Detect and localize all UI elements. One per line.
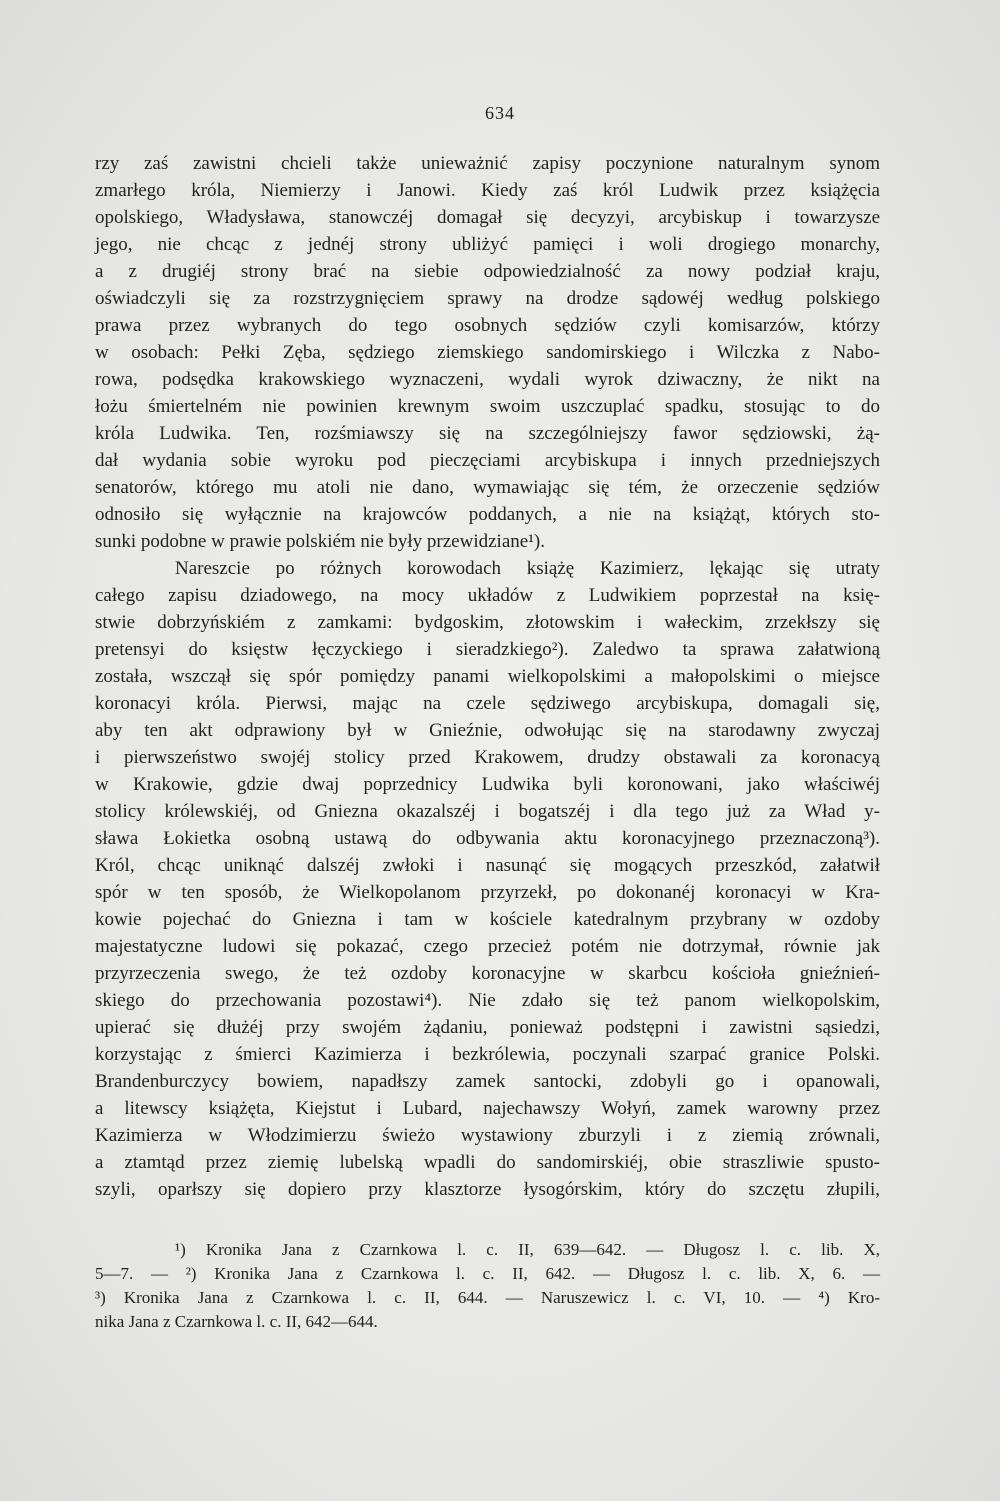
- text-line: spór w ten sposób, że Wielkopolanom przyrzekł, po dokonanéj koronacyi w Kra-: [95, 882, 880, 903]
- text-line: jego, nie chcąc z jednéj strony ubliżyć pamięci i woli drogiego monarchy,: [95, 234, 880, 255]
- main-text: [95, 150, 880, 1203]
- text-line: a litewscy książęta, Kiejstut i Lubard, najechawszy Wołyń, zamek warowny przez: [95, 1098, 880, 1119]
- footnote-line: 5—7. — ²) Kronika Jana z Czarnkowa l. c. II, 642. — Długosz l. c. lib. X, 6. —: [95, 1264, 880, 1283]
- paragraph-end-line: sunki podobne w prawie polskiém nie były przewidziane¹).: [95, 531, 545, 552]
- text-line: całego zapisu dziadowego, na mocy układów z Ludwikiem poprzestał na księ-: [95, 585, 880, 606]
- text-line: dał wydania sobie wyroku pod pieczęciami arcybiskupa i innych przedniejszych: [95, 450, 880, 471]
- text-line: majestatyczne ludowi się pokazać, czego przecież potém nie dotrzymał, równie jak: [95, 936, 880, 957]
- text-line: króla Ludwika. Ten, rozśmiawszy się na szczególniejszy fawor sędziowski, żą-: [95, 423, 880, 444]
- text-line: stwie dobrzyńskiém z zamkami: bydgoskim, złotowskim i wałeckim, zrzekłszy się: [95, 612, 880, 633]
- text-line: w Krakowie, gdzie dwaj poprzednicy Ludwika byli koronowani, jako właściwéj: [95, 774, 880, 795]
- text-line: i pierwszeństwo swojéj stolicy przed Krakowem, drudzy obstawali za koronacyą: [95, 747, 880, 768]
- text-line: koronacyi króla. Pierwsi, mając na czele sędziwego arcybiskupa, domagali się,: [95, 693, 880, 714]
- text-line: skiego do przechowania pozostawi⁴). Nie zdało się też panom wielkopolskim,: [95, 990, 880, 1011]
- text-line: opolskiego, Władysława, stanowczéj domagał się decyzyi, arcybiskup i towarzysze: [95, 207, 880, 228]
- footnotes: [95, 1238, 880, 1334]
- text-line: w osobach: Pełki Zęba, sędziego ziemskiego sandomirskiego i Wilczka z Nabo-: [95, 342, 880, 363]
- text-line: Król, chcąc uniknąć dalszéj zwłoki i nasunąć się mogących przeszkód, załatwił: [95, 855, 880, 876]
- footnote-line: ³) Kronika Jana z Czarnkowa l. c. II, 644. — Naruszewicz l. c. VI, 10. — ⁴) Kro-: [95, 1288, 880, 1307]
- text-line: aby ten akt odprawiony był w Gnieźnie, odwołując się na starodawny zwyczaj: [95, 720, 880, 741]
- paragraph-start-line: Nareszcie po różnych korowodach książę Kazimierz, lękając się utraty: [175, 558, 880, 579]
- text-line: zmarłego króla, Niemierzy i Janowi. Kiedy zaś król Ludwik przez książęcia: [95, 180, 880, 201]
- text-line: przyrzeczenia swego, że też ozdoby koronacyjne w skarbcu kościoła gnieźnień-: [95, 963, 880, 984]
- text-line: rowa, podsędka krakowskiego wyznaczeni, wydali wyrok dziwaczny, że nikt na: [95, 369, 880, 390]
- text-line: szyli, oparłszy się dopiero przy klasztorze łysogórskim, który do szczętu złupili,: [95, 1179, 880, 1200]
- text-line: Kazimierza w Włodzimierzu świeżo wystawiony zburzyli i z ziemią zrównali,: [95, 1125, 880, 1146]
- text-line: rzy zaś zawistni chcieli także unieważnić zapisy poczynione naturalnym synom: [95, 153, 880, 174]
- page-number: 634: [485, 103, 515, 123]
- text-line: upierać się dłużéj przy swojém żądaniu, ponieważ podstępni i zawistni sąsiedzi,: [95, 1017, 880, 1038]
- text-line: stolicy królewskiéj, od Gniezna okazalszéj i bogatszéj i dla tego już za Wład y-: [95, 801, 880, 822]
- text-line: a ztamtąd przez ziemię lubelską wpadli do sandomirskiéj, obie straszliwie spusto-: [95, 1152, 880, 1173]
- text-line: została, wszczął się spór pomiędzy panami wielkopolskimi a małopolskimi o miejsce: [95, 666, 880, 687]
- text-line: odnosiło się wyłącznie na krajowców poddanych, a nie na książąt, których sto-: [95, 504, 880, 525]
- text-line: prawa przez wybranych do tego osobnych sędziów czyli komisarzów, którzy: [95, 315, 880, 336]
- text-line: oświadczyli się za rozstrzygnięciem sprawy na drodze sądowéj według polskiego: [95, 288, 880, 309]
- text-line: pretensyi do księstw łęczyckiego i sieradzkiego²). Zaledwo ta sprawa załatwioną: [95, 639, 880, 660]
- text-line: sława Łokietka osobną ustawą do odbywania aktu koronacyjnego przeznaczoną³).: [95, 828, 880, 849]
- text-line: a z drugiéj strony brać na siebie odpowiedzialność za nowy podział kraju,: [95, 261, 880, 282]
- text-line: łożu śmiertelném nie powinien krewnym swoim uszczuplać spadku, stosując to do: [95, 396, 880, 417]
- text-line: kowie pojechać do Gniezna i tam w kościele katedralnym przybrany w ozdoby: [95, 909, 880, 930]
- text-line: Brandenburczycy bowiem, napadłszy zamek santocki, zdobyli go i opanowali,: [95, 1071, 880, 1092]
- footnote-line: ¹) Kronika Jana z Czarnkowa l. c. II, 639—642. — Długosz l. c. lib. X,: [175, 1240, 880, 1259]
- footnote-line: nika Jana z Czarnkowa l. c. II, 642—644.: [95, 1312, 378, 1331]
- text-line: senatorów, którego mu atoli nie dano, wymawiając się tém, że orzeczenie sędziów: [95, 477, 880, 498]
- text-line: korzystając z śmierci Kazimierza i bezkrólewia, poczynali szarpać granice Polski.: [95, 1044, 880, 1065]
